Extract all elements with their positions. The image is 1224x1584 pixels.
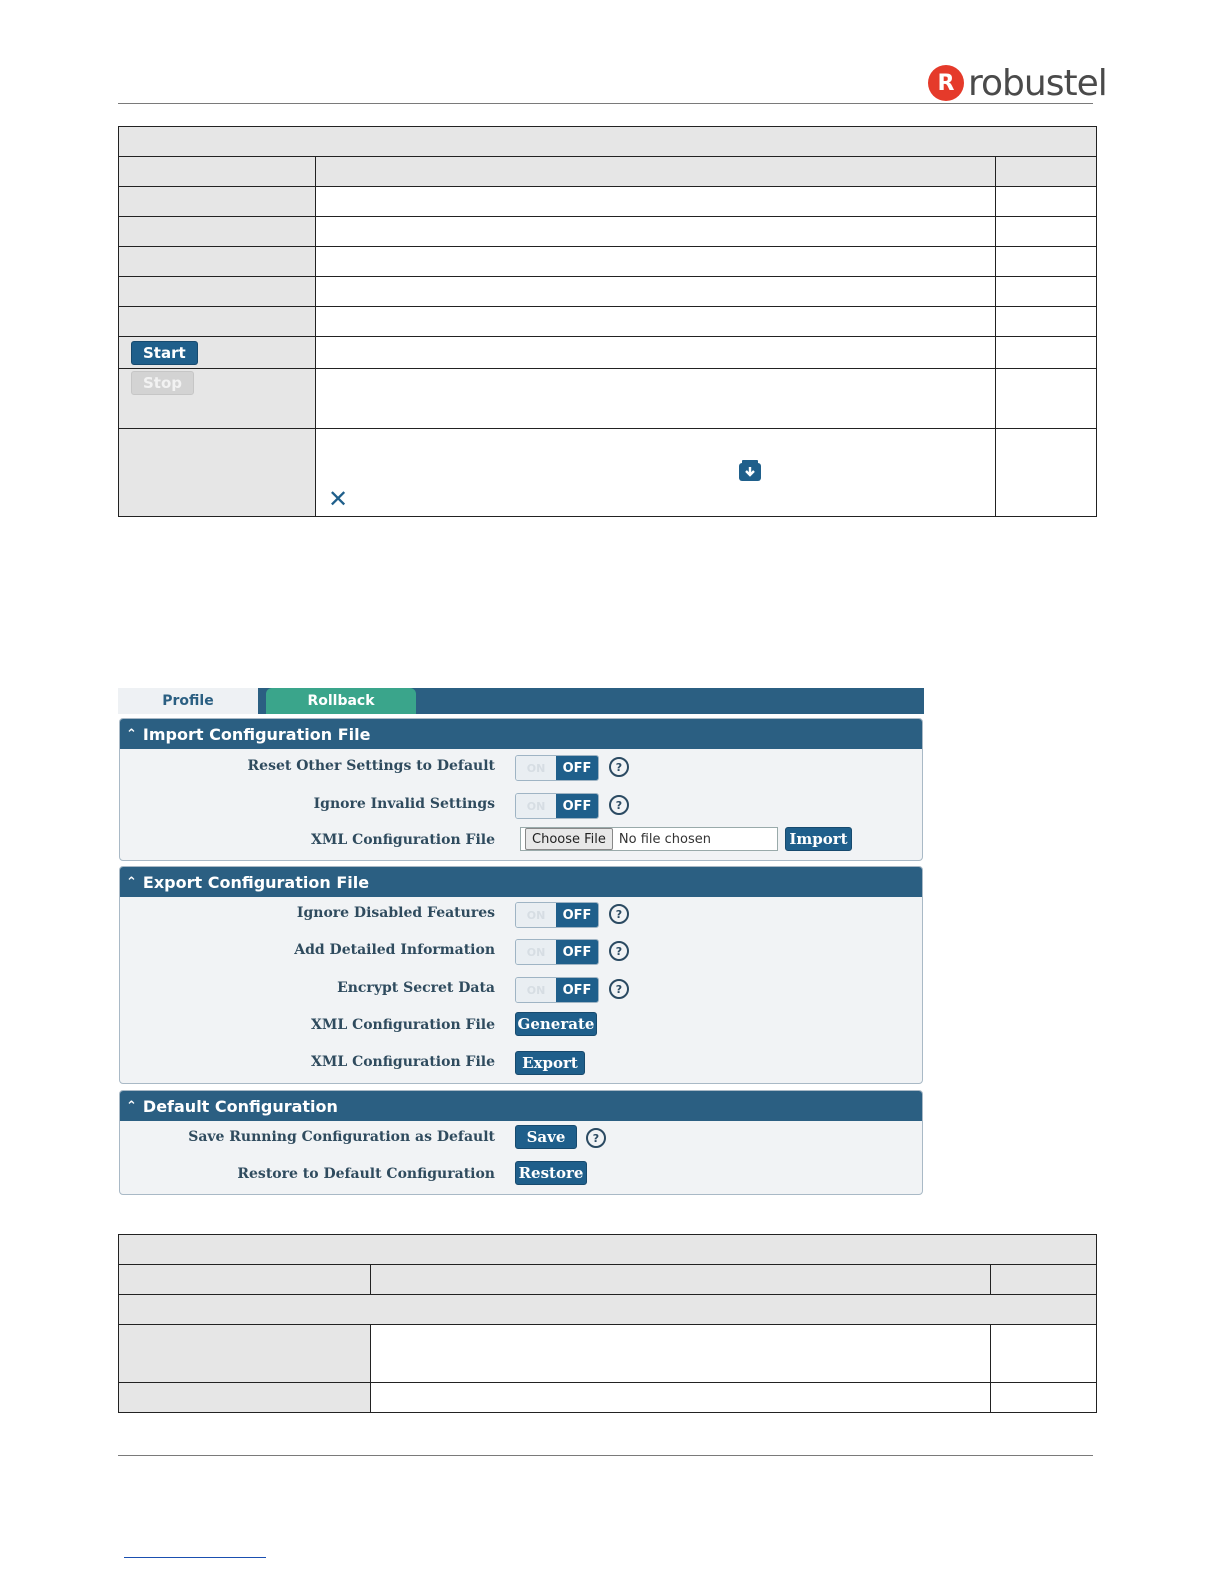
robustel-logo <box>928 62 1107 104</box>
footer-rule <box>118 1455 1093 1456</box>
table-row <box>119 277 316 307</box>
tab-rollback[interactable]: Rollback <box>266 688 416 714</box>
table-row <box>119 217 316 247</box>
help-icon[interactable]: ? <box>609 795 629 815</box>
help-icon[interactable]: ? <box>609 941 629 961</box>
table-title-row <box>119 1235 1097 1265</box>
help-icon[interactable]: ? <box>609 979 629 999</box>
table-header-cell <box>316 157 996 187</box>
xml-file-input[interactable] <box>520 827 778 851</box>
generate-button[interactable]: Generate <box>515 1012 597 1036</box>
logo-mark-icon: R <box>928 65 964 101</box>
table-section-row <box>119 1295 1097 1325</box>
status-table <box>118 126 1097 517</box>
add-detailed-information-label: Add Detailed Information <box>294 942 495 958</box>
encrypt-secret-data-label: Encrypt Secret Data <box>337 980 495 996</box>
no-file-chosen-text: No file chosen <box>618 831 711 847</box>
delete-icon[interactable]: ✕ <box>328 485 349 513</box>
add-detailed-information-toggle[interactable]: ON OFF <box>515 939 599 965</box>
encrypt-secret-data-toggle[interactable]: ON OFF <box>515 977 599 1003</box>
help-icon[interactable]: ? <box>609 904 629 924</box>
table-header-cell <box>119 157 316 187</box>
ignore-disabled-features-toggle[interactable]: ON OFF <box>515 902 599 928</box>
reset-other-settings-toggle[interactable]: ON OFF <box>515 755 599 781</box>
default-config-header[interactable] <box>120 1091 922 1121</box>
import-config-title: Import Configuration File <box>142 724 371 744</box>
logo-text: robustel <box>968 62 1107 104</box>
table-header-cell <box>991 1265 1097 1295</box>
table-row <box>119 187 316 217</box>
import-button[interactable]: Import <box>785 827 852 851</box>
default-config-title: Default Configuration <box>142 1096 338 1116</box>
ignore-invalid-settings-label: Ignore Invalid Settings <box>313 796 495 812</box>
xml-export-label: XML Configuration File <box>311 1054 495 1070</box>
table-row <box>119 307 316 337</box>
chevron-up-icon: ⌃ <box>126 874 137 890</box>
choose-file-button[interactable]: Choose File <box>525 828 613 850</box>
stop-button: Stop <box>131 371 194 395</box>
table-row <box>119 1325 371 1383</box>
footer-link-underline[interactable] <box>124 1557 266 1558</box>
ignore-disabled-features-label: Ignore Disabled Features <box>296 905 495 921</box>
table-header-cell <box>371 1265 991 1295</box>
table-row <box>119 369 316 429</box>
table-header-cell <box>119 1265 371 1295</box>
save-running-config-label: Save Running Configuration as Default <box>188 1129 495 1145</box>
parameter-table <box>118 1234 1097 1413</box>
table-row-actions <box>316 429 996 517</box>
start-button[interactable]: Start <box>131 341 198 365</box>
chevron-up-icon: ⌃ <box>126 1098 137 1114</box>
table-row <box>119 429 316 517</box>
export-button[interactable]: Export <box>515 1051 585 1075</box>
table-row <box>119 337 316 369</box>
save-button[interactable]: Save <box>515 1125 577 1149</box>
download-box-icon[interactable] <box>738 460 762 482</box>
export-config-header[interactable] <box>120 867 922 897</box>
table-row <box>119 1383 371 1413</box>
header-rule <box>118 103 1093 104</box>
table-header-cell <box>996 157 1097 187</box>
help-icon[interactable]: ? <box>609 757 629 777</box>
tab-bar <box>118 688 924 714</box>
table-row <box>119 247 316 277</box>
restore-default-config-label: Restore to Default Configuration <box>237 1166 495 1182</box>
reset-other-settings-label: Reset Other Settings to Default <box>247 758 495 774</box>
chevron-up-icon: ⌃ <box>126 726 137 742</box>
xml-generate-label: XML Configuration File <box>311 1017 495 1033</box>
table-title-row <box>119 127 1097 157</box>
export-config-title: Export Configuration File <box>142 872 370 892</box>
help-icon[interactable]: ? <box>586 1128 606 1148</box>
ignore-invalid-settings-toggle[interactable]: ON OFF <box>515 793 599 819</box>
xml-config-file-label: XML Configuration File <box>311 832 495 848</box>
tab-profile[interactable]: Profile <box>118 688 258 714</box>
restore-button[interactable]: Restore <box>515 1161 587 1185</box>
import-config-header[interactable] <box>120 719 922 749</box>
